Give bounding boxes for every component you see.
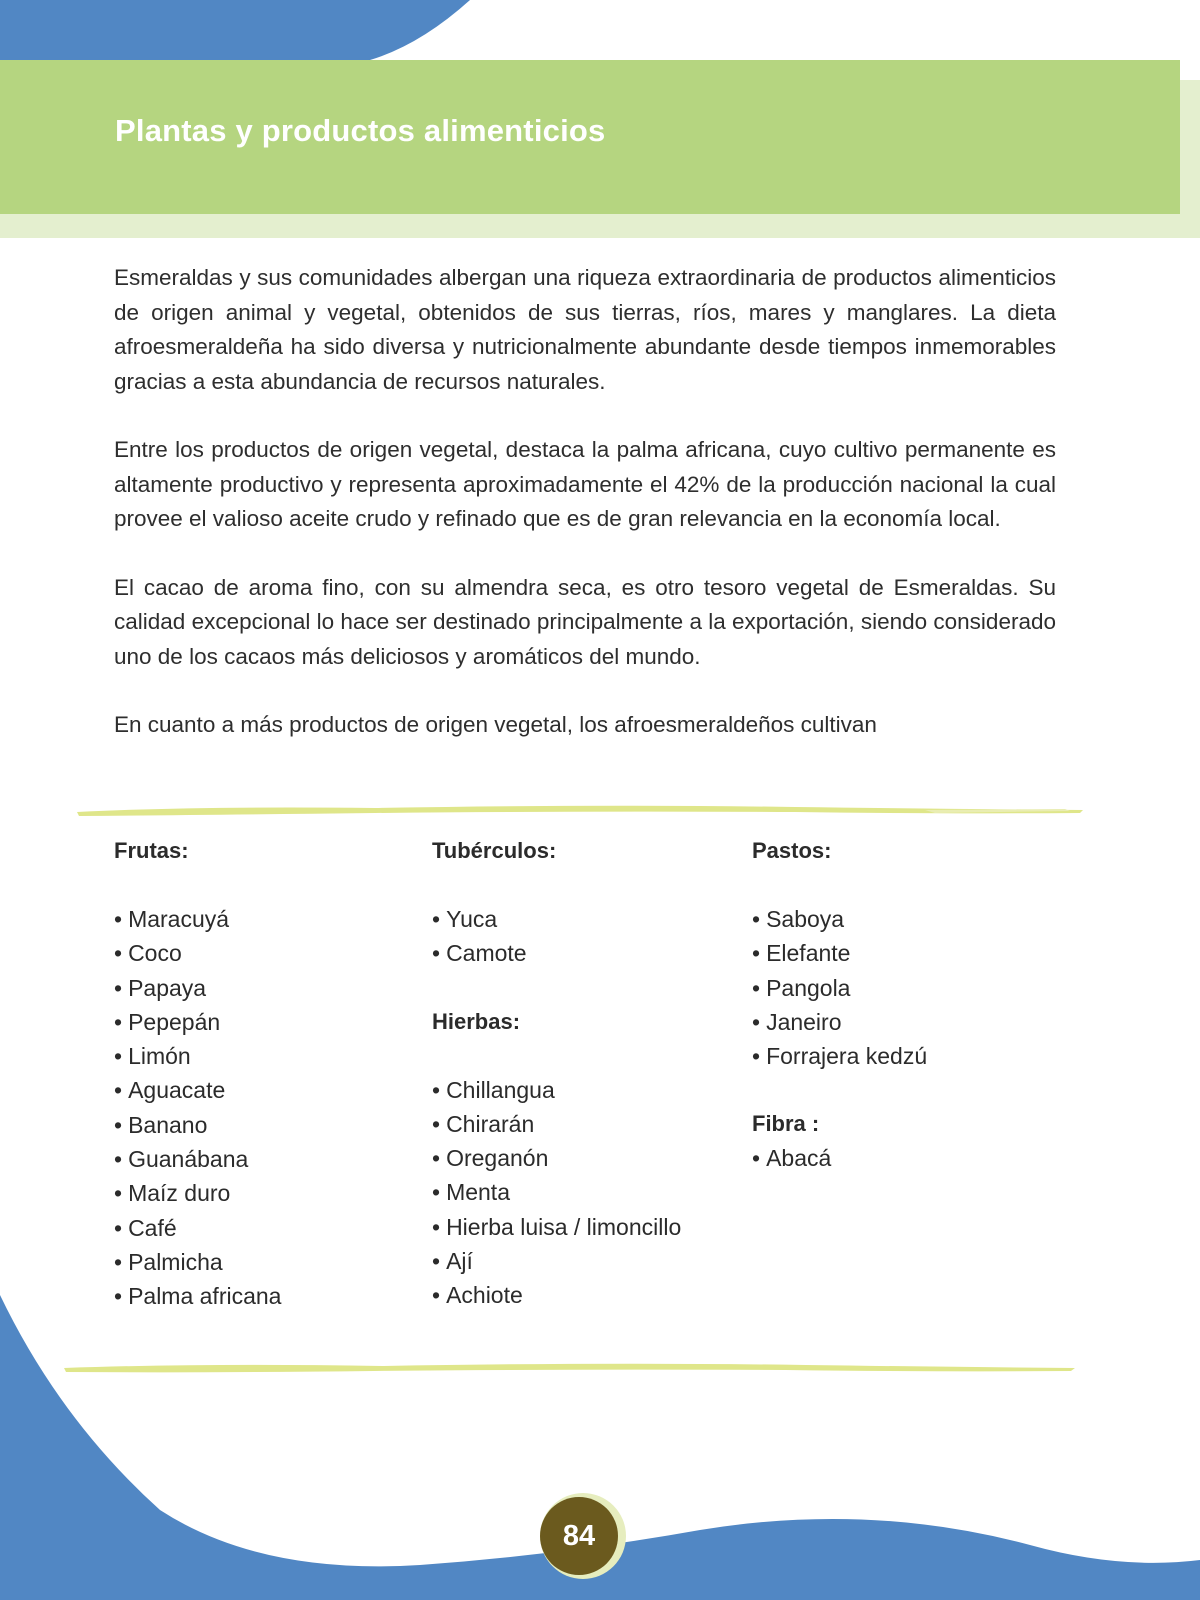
list-tuberculos: [432, 902, 681, 971]
list-item: • Palmicha: [114, 1245, 281, 1279]
list-item: • Menta: [432, 1175, 681, 1209]
list-frutas: [114, 902, 281, 1314]
paragraph-2: Entre los productos de origen vegetal, destaca la palma africana, cuyo cultivo permanente es altamente productivo y representa aproximadamente el 42% de la producción nacional la cual provee el valioso aceite crudo y refinado que es de gran relevancia en la economía local.: [114, 437, 1056, 531]
list-item: • Maracuyá: [114, 902, 281, 936]
heading-pastos: Pastos:: [752, 838, 832, 863]
page-number-text: 84: [562, 1519, 596, 1552]
list-item: • Camote: [432, 936, 681, 970]
list-item: • Coco: [114, 936, 281, 970]
heading-frutas: Frutas:: [114, 838, 189, 863]
list-item: • Janeiro: [752, 1005, 927, 1039]
list-item: • Aguacate: [114, 1073, 281, 1107]
list-item: • Palma africana: [114, 1279, 281, 1313]
heading-fibra: Fibra :: [752, 1111, 820, 1137]
list-item: • Chirarán: [432, 1107, 681, 1141]
paragraph-1: Esmeraldas y sus comunidades albergan una riqueza extraordinaria de productos alimenticios de origen animal y vegetal, obtenidos de sus tierras, ríos, mares y manglares. La dieta afroesmeraldeña ha sido diversa y nutricionalmente abundante desde tiempos inmemorables gracias a esta abundancia de recursos naturales.: [114, 265, 1056, 394]
column-pastos-fibra: [752, 834, 927, 1176]
page-number: [540, 1497, 618, 1575]
list-item: • Yuca: [432, 902, 681, 936]
list-item: • Banano: [114, 1108, 281, 1142]
brush-divider-bottom: [62, 1357, 1077, 1377]
list-item: • Pangola: [752, 971, 927, 1005]
list-item: • Forrajera kedzú: [752, 1039, 927, 1073]
list-item: • Guanábana: [114, 1142, 281, 1176]
list-fibra: [752, 1141, 927, 1175]
heading-tuberculos: Tubérculos:: [432, 838, 557, 863]
list-item: • Café: [114, 1211, 281, 1245]
heading-hierbas: Hierbas:: [432, 1008, 521, 1034]
list-item: • Elefante: [752, 936, 927, 970]
brush-divider-top: [75, 800, 1085, 820]
paragraph-4: En cuanto a más productos de origen vegetal, los afroesmeraldeños cultivan: [114, 712, 877, 737]
list-item: • Chillangua: [432, 1073, 681, 1107]
list-item: • Maíz duro: [114, 1176, 281, 1210]
body-text: [114, 261, 1056, 777]
paragraph-3: El cacao de aroma fino, con su almendra seca, es otro tesoro vegetal de Esmeraldas. Su calidad excepcional lo hace ser destinado principalmente a la exportación, siendo considerado uno de los cacaos más deliciosos y aromáticos del mundo.: [114, 574, 1056, 669]
list-item: • Ají: [432, 1244, 681, 1278]
list-item: • Hierba luisa / limoncillo: [432, 1210, 681, 1244]
column-frutas: [114, 834, 281, 1314]
list-item: • Pepepán: [114, 1005, 281, 1039]
page-title: Plantas y productos alimenticios: [115, 113, 606, 148]
list-item: • Abacá: [752, 1141, 927, 1175]
top-left-blue-wave: [0, 0, 470, 60]
list-pastos: [752, 902, 927, 1073]
list-item: • Oreganón: [432, 1141, 681, 1175]
list-item: • Papaya: [114, 971, 281, 1005]
list-item: • Limón: [114, 1039, 281, 1073]
column-tuberculos-hierbas: [432, 834, 681, 1313]
list-hierbas: [432, 1073, 681, 1313]
list-item: • Saboya: [752, 902, 927, 936]
list-item: • Achiote: [432, 1278, 681, 1312]
